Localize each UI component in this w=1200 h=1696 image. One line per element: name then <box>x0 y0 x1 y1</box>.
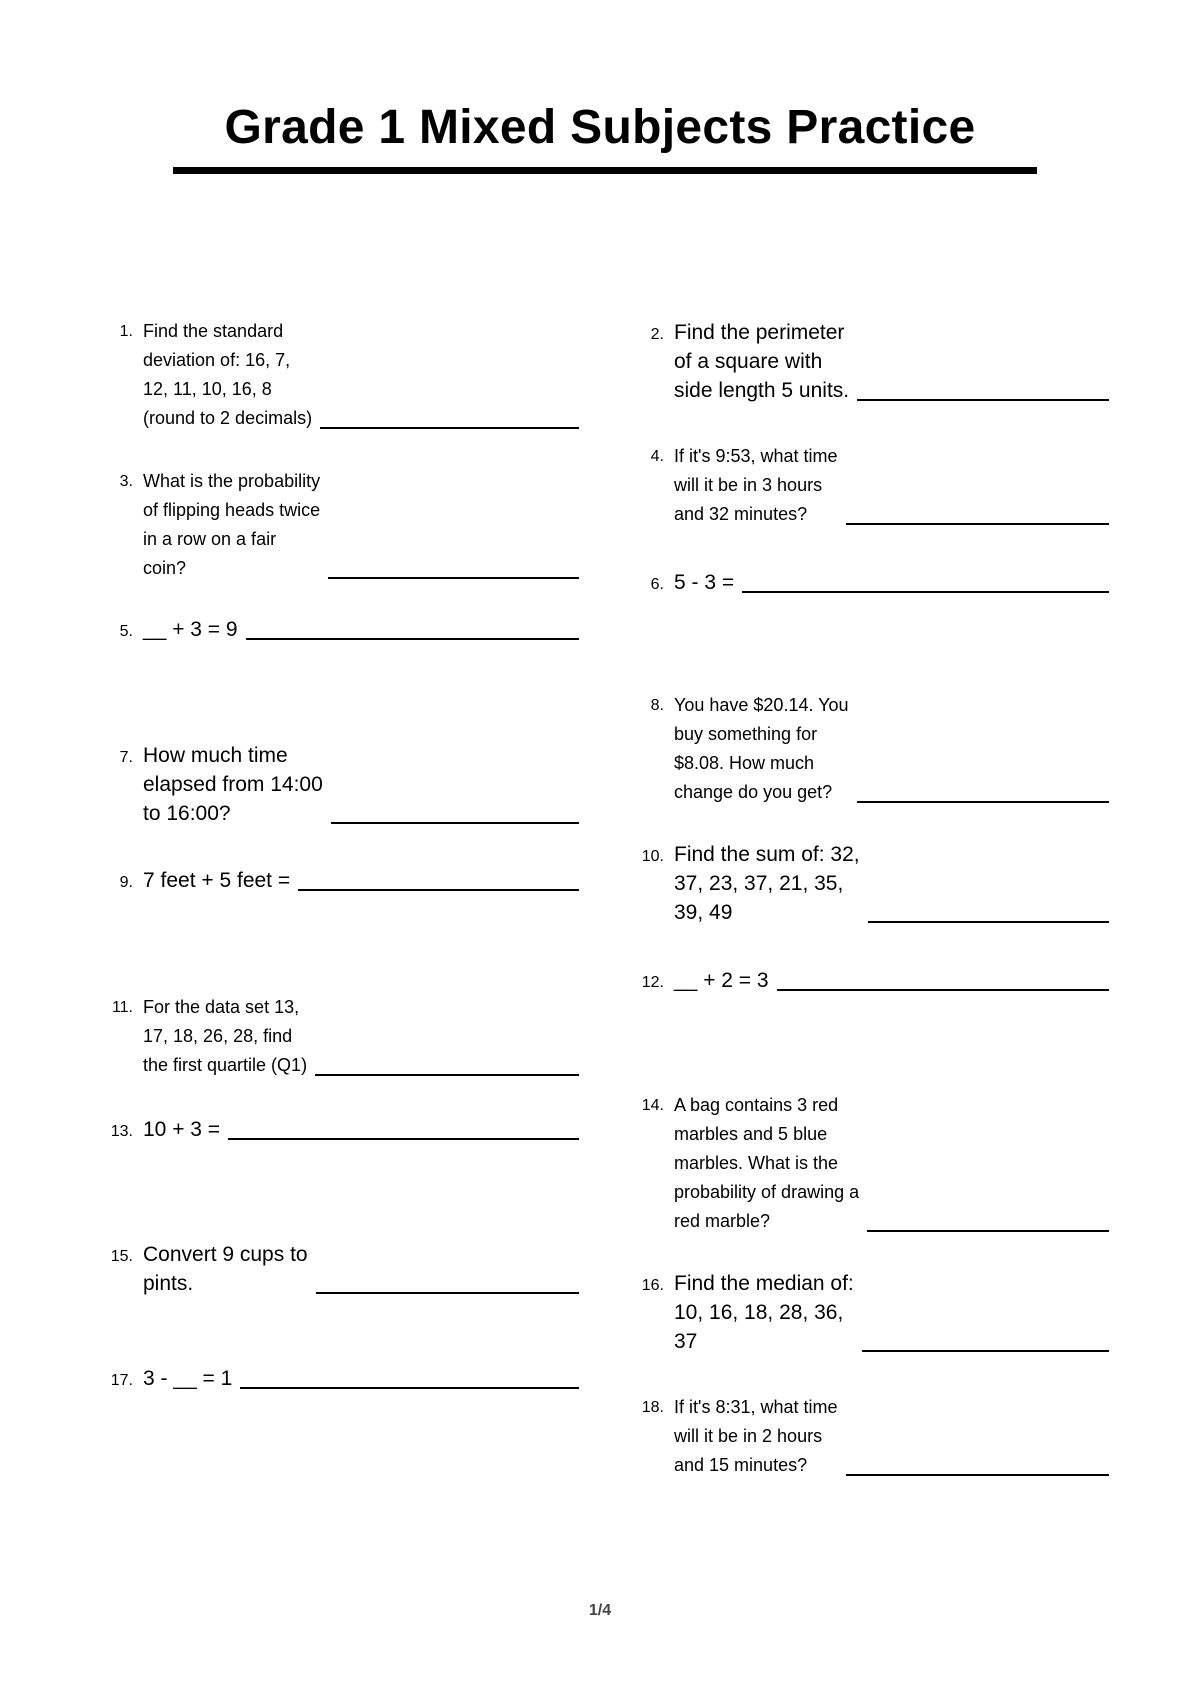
answer-blank[interactable] <box>328 577 579 579</box>
question-text: How much time elapsed from 14:00 to 16:00? <box>143 744 323 825</box>
question-number: 11. <box>111 999 133 1016</box>
answer-blank[interactable] <box>846 1474 1109 1476</box>
page-number: 1/4 <box>588 1602 612 1619</box>
question-number: 13. <box>110 1123 133 1140</box>
question-13 <box>110 1115 579 1144</box>
question-text: If it's 8:31, what time will it be in 2 hours and 15 minutes? <box>674 1397 838 1475</box>
answer-blank[interactable] <box>228 1138 579 1140</box>
question-18 <box>641 1393 1109 1480</box>
question-number: 16. <box>641 1277 664 1294</box>
question-number: 10. <box>641 848 664 865</box>
answer-blank[interactable] <box>246 638 579 640</box>
question-9 <box>119 866 579 895</box>
answer-blank[interactable] <box>846 523 1109 525</box>
page-title: Grade 1 Mixed Subjects Practice <box>224 101 976 154</box>
question-10 <box>641 840 1109 927</box>
answer-blank[interactable] <box>868 921 1109 923</box>
question-15 <box>110 1240 579 1298</box>
question-number: 7. <box>119 749 133 766</box>
question-number: 5. <box>119 623 133 640</box>
question-number: 9. <box>119 874 133 891</box>
question-text: __ + 3 = 9 <box>143 618 238 641</box>
title-underline <box>173 167 1037 174</box>
question-text: 10 + 3 = <box>143 1118 221 1141</box>
answer-blank[interactable] <box>742 591 1109 593</box>
question-text: What is the probability of flipping heads twice in a row on a fair coin? <box>143 471 321 578</box>
question-text: Find the perimeter of a square with side length 5 units. <box>674 321 850 402</box>
answer-blank[interactable] <box>315 1074 579 1076</box>
question-text: __ + 2 = 3 <box>674 969 769 992</box>
question-number: 14. <box>641 1097 664 1114</box>
answer-blank[interactable] <box>862 1350 1109 1352</box>
question-text: Find the standard deviation of: 16, 7, 12, 11, 10, 16, 8 (round to 2 decimals) <box>143 321 313 428</box>
question-6 <box>650 568 1109 597</box>
question-14 <box>641 1091 1109 1236</box>
answer-blank[interactable] <box>320 427 579 429</box>
question-text: If it's 9:53, what time will it be in 3 hours and 32 minutes? <box>674 446 838 524</box>
question-number: 3. <box>119 473 133 490</box>
question-number: 12. <box>641 974 664 991</box>
question-17 <box>110 1364 579 1393</box>
question-text: Find the sum of: 32, 37, 23, 37, 21, 35, 39, 49 <box>674 843 860 924</box>
question-number: 2. <box>650 326 664 343</box>
question-text: 5 - 3 = <box>674 571 735 594</box>
answer-blank[interactable] <box>240 1387 579 1389</box>
question-7 <box>119 741 579 828</box>
answer-blank[interactable] <box>298 889 579 891</box>
question-12 <box>641 966 1109 995</box>
answer-blank[interactable] <box>857 801 1109 803</box>
question-number: 15. <box>110 1248 133 1265</box>
question-text: You have $20.14. You buy something for $8.08. How much change do you get? <box>674 695 849 802</box>
answer-blank[interactable] <box>857 399 1109 401</box>
question-number: 18. <box>641 1399 664 1416</box>
question-4 <box>650 442 1109 529</box>
question-text: Find the median of: 10, 16, 18, 28, 36, 37 <box>674 1272 854 1353</box>
question-8 <box>650 691 1109 807</box>
question-number: 8. <box>650 697 664 714</box>
question-2 <box>650 318 1109 405</box>
question-11 <box>111 993 579 1080</box>
question-16 <box>641 1269 1109 1356</box>
question-text: 3 - __ = 1 <box>143 1367 233 1390</box>
question-5 <box>119 615 579 644</box>
answer-blank[interactable] <box>331 822 579 824</box>
question-number: 1. <box>119 323 133 340</box>
question-number: 6. <box>650 576 664 593</box>
question-1 <box>119 317 579 433</box>
question-number: 4. <box>650 448 664 465</box>
question-text: Convert 9 cups to pints. <box>143 1243 308 1295</box>
answer-blank[interactable] <box>867 1230 1109 1232</box>
question-3 <box>119 467 579 583</box>
question-number: 17. <box>110 1372 133 1389</box>
question-text: For the data set 13, 17, 18, 26, 28, find the first quartile (Q1) <box>143 997 308 1075</box>
answer-blank[interactable] <box>316 1292 579 1294</box>
question-text: A bag contains 3 red marbles and 5 blue marbles. What is the probability of drawing a red marble? <box>674 1095 860 1231</box>
question-text: 7 feet + 5 feet = <box>143 869 291 892</box>
answer-blank[interactable] <box>777 989 1109 991</box>
